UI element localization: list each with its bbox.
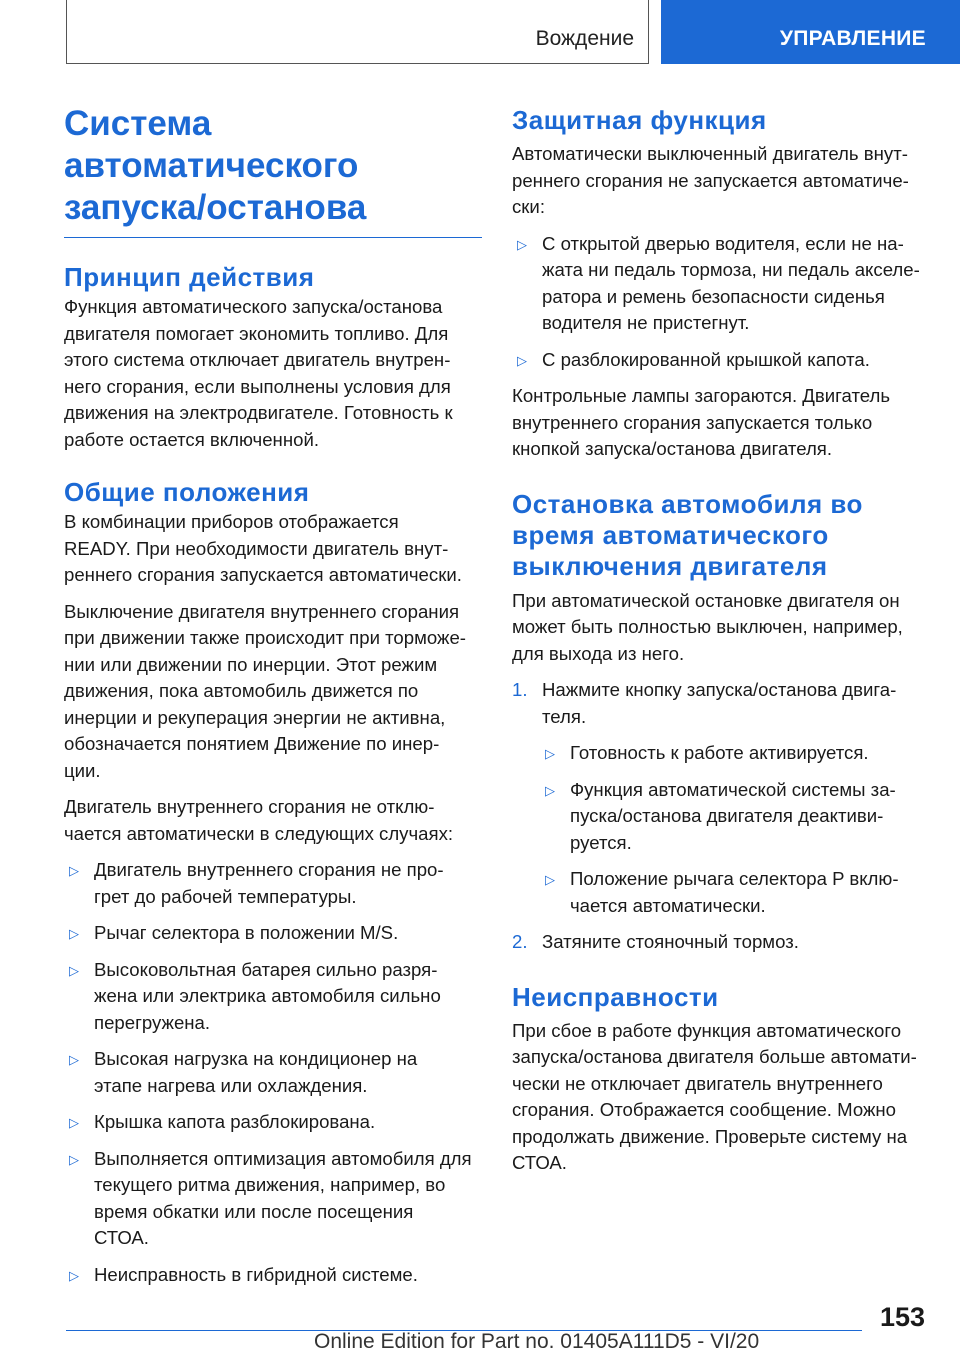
title-line: Система автоматического — [64, 104, 359, 185]
paragraph-general-3: Двигатель внутреннего сгорания не отклю- чается автоматически в следующих случаях: — [64, 796, 454, 844]
list-item: ▷ Высоковольтная батарея сильно разря- жена или электрика автомобиля сильно перегружена. — [69, 958, 441, 1033]
section-label-driving: Вождение — [535, 27, 634, 50]
header-chapter-tab — [661, 0, 960, 64]
paragraph-protect: Автоматически выключенный двигатель внут- реннего сгорания не запускается автоматиче- ски: — [512, 143, 909, 217]
paragraph-principle: Функция автоматического запуска/останова двигателя помогает экономить топливо. Для этого система отключает двигатель внутрен- него сгорания, если выполнены условия для движения на электродвигателе. Готовность к работе остается включенной. — [64, 296, 453, 450]
step-number: 2. — [512, 931, 528, 952]
list-item: ▷ Функция автоматической системы за- пуска/останова двигателя деактиви- руется. — [545, 778, 896, 853]
list-item: ▷ Готовность к работе активируется. — [512, 740, 930, 767]
paragraph-fault: При сбое в работе функция автоматического запуска/останова двигателя больше автомати- чески не отключает двигатель внутреннего сгорания. Отображается сообщение. Можно продолжать движение. Проверьте систему на СТОА. — [512, 1019, 917, 1173]
paragraph-lamps: Контрольные лампы загораются. Двигатель внутреннего сгорания запускается только кнопкой запуска/останова двигателя. — [512, 385, 891, 459]
triangle-bullet-icon: ▷ — [69, 1115, 79, 1130]
heading-protect: Защитная функция — [512, 105, 767, 135]
triangle-bullet-icon: ▷ — [517, 236, 527, 252]
triangle-bullet-icon: ▷ — [545, 872, 555, 887]
page-number: 153 — [880, 1302, 926, 1332]
steps-list — [512, 677, 930, 956]
heading-stop: Остановка автомобиля во время автоматического выключения двигателя — [512, 488, 863, 581]
triangle-bullet-icon: ▷ — [69, 926, 79, 941]
step-item: 1. Нажмите кнопку запуска/останова двига- теля. — [512, 679, 897, 727]
title-line: запуска/останова — [64, 188, 367, 227]
list-item: ▷ Выполняется оптимизация автомобиля для текущего ритма движения, например, во время обкатки или после посещения СТОА. — [69, 1147, 472, 1248]
list-item: ▷ С разблокированной крышкой капота. — [512, 347, 930, 374]
list-item: ▷ Неисправность в гибридной системе. — [64, 1262, 482, 1289]
page-title — [64, 103, 482, 238]
triangle-bullet-icon: ▷ — [69, 962, 79, 978]
paragraph-stop: При автоматической остановке двигателя он может быть полностью выключен, например, для выхода из него. — [512, 589, 903, 664]
protect-list — [512, 231, 930, 374]
list-item: ▷ С открытой дверью водителя, если не на- жата ни педаль тормоза, ни педаль акселе- ратора и ремень безопасности сиденья водителя не пристегнут. — [517, 232, 920, 333]
triangle-bullet-icon: ▷ — [69, 1052, 79, 1067]
header-section-tab — [66, 0, 649, 64]
list-item: ▷ Высокая нагрузка на кондиционер на этапе нагрева или охлаждения. — [69, 1048, 418, 1096]
list-item: ▷ Положение рычага селектора P вклю- чается автоматически. — [545, 868, 899, 916]
footer-edition-text: Online Edition for Part no. 01405A111D5 - VI/20 — [314, 1330, 760, 1353]
condition-list — [64, 857, 482, 1288]
heading-fault: Неисправности — [512, 981, 719, 1012]
right-column — [512, 100, 930, 1177]
chapter-label-controls: УПРАВЛЕНИЕ — [779, 27, 926, 50]
triangle-bullet-icon: ▷ — [545, 782, 555, 798]
list-item: ▷ Крышка капота разблокирована. — [64, 1109, 482, 1136]
triangle-bullet-icon: ▷ — [69, 1267, 79, 1283]
triangle-bullet-icon: ▷ — [545, 746, 555, 761]
triangle-bullet-icon: ▷ — [69, 1151, 79, 1167]
list-item: ▷ Рычаг селектора в положении M/S. — [64, 920, 482, 947]
paragraph-general-1: В комбинации приборов отображается READY. При необходимости двигатель внут- реннего сгорания запускается автоматически. — [64, 511, 462, 585]
heading-principle: Принцип действия — [64, 262, 315, 292]
list-item: ▷ Двигатель внутреннего сгорания не про- грет до рабочей температуры. — [69, 859, 444, 907]
triangle-bullet-icon: ▷ — [517, 352, 527, 368]
step-number: 1. — [512, 679, 528, 700]
triangle-bullet-icon: ▷ — [69, 863, 79, 878]
heading-general: Общие положения — [64, 477, 310, 507]
step-item: 2. Затяните стояночный тормоз. — [512, 929, 930, 956]
left-column — [64, 100, 482, 1288]
paragraph-general-2: Выключение двигателя внутреннего сгорания при движении также происходит при торможе- нии или движении по инерции. Этот режим движения, пока автомобиль движется по инерции и рекуперация энергии не активна, обозначается понятием Движение по инер- ции. — [64, 600, 466, 781]
